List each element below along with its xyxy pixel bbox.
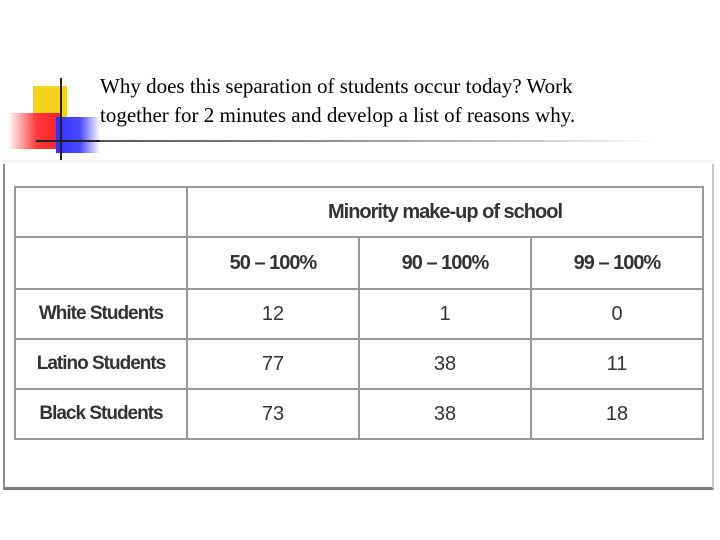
horizontal-line-decoration <box>36 140 100 142</box>
column-header: 90 – 100% <box>359 237 531 289</box>
title-decoration <box>0 0 110 170</box>
blue-square-decoration <box>56 117 100 153</box>
table-row <box>15 289 703 339</box>
vertical-line-decoration <box>60 78 62 160</box>
table-cell: 18 <box>531 389 703 439</box>
minority-makeup-table <box>14 186 704 440</box>
row-label: Black Students <box>15 389 187 439</box>
table-group-header-row <box>15 187 703 237</box>
table-cell: 1 <box>359 289 531 339</box>
table-cell: 38 <box>359 339 531 389</box>
title-underline <box>100 140 660 142</box>
table-column-header-row <box>15 237 703 289</box>
slide-title <box>100 72 700 130</box>
table-row <box>15 339 703 389</box>
red-square-decoration <box>8 113 60 149</box>
column-header: 50 – 100% <box>187 237 359 289</box>
table-group-header: Minority make-up of school <box>187 187 703 237</box>
slide-title-line-2: together for 2 minutes and develop a list of reasons why. <box>100 103 576 127</box>
row-label: Latino Students <box>15 339 187 389</box>
table-corner-cell <box>15 187 187 237</box>
table-cell: 77 <box>187 339 359 389</box>
table-row <box>15 389 703 439</box>
table-corner-cell <box>15 237 187 289</box>
table-cell: 0 <box>531 289 703 339</box>
row-label: White Students <box>15 289 187 339</box>
table-cell: 12 <box>187 289 359 339</box>
table-cell: 38 <box>359 389 531 439</box>
table-cell: 11 <box>531 339 703 389</box>
table-cell: 73 <box>187 389 359 439</box>
column-header: 99 – 100% <box>531 237 703 289</box>
slide-title-line-1: Why does this separation of students occur today? Work <box>100 74 573 98</box>
